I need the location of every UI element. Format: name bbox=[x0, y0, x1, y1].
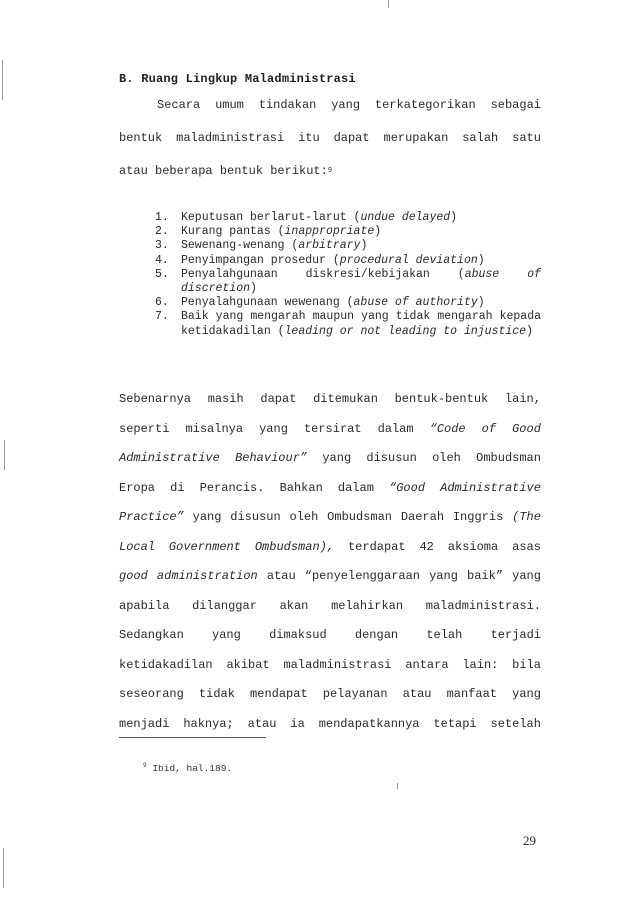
italic-word: “Good bbox=[389, 480, 426, 495]
paragraph-line bbox=[119, 717, 541, 747]
italic-term: leading or not leading to injustice bbox=[284, 324, 527, 338]
word: Sebenarnya bbox=[119, 392, 192, 406]
word: atau bbox=[266, 569, 296, 583]
italic-word: Behaviour” bbox=[235, 451, 308, 465]
word: yang bbox=[192, 510, 222, 524]
word: akan bbox=[279, 598, 309, 613]
list-item bbox=[155, 225, 541, 239]
word: telah bbox=[426, 628, 463, 642]
word: bila bbox=[512, 657, 541, 672]
word: Ombudsman bbox=[327, 510, 392, 524]
italic-term: abuse of discretion bbox=[181, 267, 541, 296]
text-run: ) bbox=[250, 282, 257, 296]
word: setelah bbox=[490, 716, 541, 731]
text-run: Baik yang mengarah maupun yang tidak mengarah kepada ketidakadilan ( bbox=[181, 310, 541, 338]
word: terkategorikan bbox=[374, 98, 476, 112]
body-paragraph bbox=[119, 392, 541, 746]
word: tidak bbox=[198, 687, 235, 701]
word: oleh bbox=[289, 510, 319, 524]
word: lain, bbox=[504, 392, 541, 406]
paragraph-line bbox=[119, 658, 541, 688]
word: dapat bbox=[260, 392, 297, 406]
list-item-text bbox=[181, 268, 541, 296]
list-item-number: 7. bbox=[155, 310, 169, 324]
word: merupakan bbox=[383, 131, 449, 145]
list-item bbox=[155, 296, 541, 310]
word: di bbox=[170, 480, 185, 495]
paragraph-line bbox=[119, 510, 541, 540]
word: yang bbox=[212, 628, 241, 642]
word: salah bbox=[462, 131, 499, 145]
text-run: Keputusan berlarut-larut ( bbox=[181, 211, 361, 224]
footnote bbox=[143, 762, 232, 774]
italic-word: Good bbox=[512, 421, 541, 436]
word: dilanggar bbox=[192, 598, 257, 613]
italic-term: inappropriate bbox=[284, 225, 375, 239]
footnote-text: Ibid, hal.189. bbox=[152, 763, 233, 774]
italic-word: (The bbox=[512, 510, 541, 524]
word: tersirat bbox=[303, 421, 362, 436]
section-heading: B. Ruang Lingkup Maladministrasi bbox=[119, 72, 356, 86]
word: manfaat bbox=[446, 687, 498, 701]
word: Daerah bbox=[400, 510, 445, 524]
intro-line-2 bbox=[119, 131, 541, 164]
italic-word: administration bbox=[156, 569, 258, 583]
word: Perancis. bbox=[199, 480, 265, 495]
text-run: ) bbox=[526, 324, 533, 338]
page-number: 29 bbox=[523, 833, 536, 848]
list-item bbox=[155, 268, 541, 296]
paragraph-line bbox=[119, 599, 541, 629]
italic-word: Local bbox=[119, 539, 156, 554]
italic-word: “Code bbox=[429, 421, 466, 436]
word: misalnya bbox=[185, 421, 244, 436]
intro-text: atau beberapa bentuk berikut: bbox=[119, 164, 328, 178]
italic-word: Practice” bbox=[119, 510, 184, 524]
word: masih bbox=[207, 392, 244, 406]
word: Inggris bbox=[452, 510, 504, 524]
word: atau bbox=[247, 716, 277, 731]
word: haknya; bbox=[183, 716, 234, 731]
word: akibat bbox=[226, 657, 270, 672]
italic-term: arbitrary bbox=[298, 239, 361, 253]
paragraph-line bbox=[119, 628, 541, 658]
word: maladministrasi bbox=[283, 657, 392, 672]
word: dengan bbox=[354, 628, 399, 642]
footnote-number: 9 bbox=[143, 762, 147, 769]
list-item-text bbox=[181, 225, 541, 239]
word: pelayanan bbox=[322, 687, 388, 701]
word: menjadi bbox=[119, 716, 170, 731]
italic-word: Administrative bbox=[119, 451, 220, 465]
word: satu bbox=[512, 131, 541, 145]
word: ketidakadilan bbox=[119, 657, 213, 672]
word: asas bbox=[512, 539, 541, 554]
paragraph-line bbox=[119, 451, 541, 481]
text-run: Sewenang-wenang ( bbox=[181, 239, 299, 253]
list-item-text bbox=[181, 254, 541, 268]
footnote-separator bbox=[119, 737, 266, 738]
scan-speck bbox=[2, 60, 3, 100]
scan-speck bbox=[388, 0, 389, 8]
italic-word: Administrative bbox=[440, 480, 541, 495]
word: yang bbox=[331, 98, 361, 112]
text-run: ) bbox=[360, 239, 368, 253]
word: mendapatkannya bbox=[318, 716, 420, 731]
text-run: ) bbox=[374, 225, 382, 239]
italic-term: undue delayed bbox=[360, 211, 451, 224]
list-item bbox=[155, 254, 541, 268]
text-run: Penyimpangan prosedur ( bbox=[181, 253, 340, 267]
word: ditemukan bbox=[313, 392, 378, 406]
maladministration-list bbox=[155, 211, 541, 339]
list-item-text bbox=[181, 239, 541, 253]
word: yang bbox=[512, 687, 541, 701]
word: yang bbox=[429, 569, 458, 583]
word: bentuk bbox=[119, 131, 163, 145]
paragraph-line bbox=[119, 392, 541, 422]
word: seseorang bbox=[119, 687, 184, 701]
word: itu bbox=[298, 131, 320, 145]
word: apabila bbox=[119, 598, 170, 613]
word: ia bbox=[290, 716, 305, 731]
word: aksioma bbox=[447, 539, 499, 554]
italic-term: abuse of authority bbox=[353, 296, 478, 310]
list-item bbox=[155, 211, 541, 225]
scan-speck bbox=[4, 440, 5, 470]
paragraph-line bbox=[119, 569, 541, 599]
list-item-number: 2. bbox=[155, 225, 169, 239]
list-item-number: 1. bbox=[155, 211, 169, 224]
word: Ombudsman bbox=[476, 451, 541, 465]
paragraph-line bbox=[119, 422, 541, 452]
list-item-text bbox=[181, 211, 541, 225]
word: Secara bbox=[157, 98, 201, 112]
word: 42 bbox=[419, 539, 434, 554]
list-item-number: 6. bbox=[155, 296, 169, 310]
intro-paragraph bbox=[119, 98, 541, 197]
word: terjadi bbox=[490, 628, 541, 642]
intro-line-1 bbox=[119, 98, 541, 131]
text-run: Kurang pantas ( bbox=[181, 225, 285, 239]
word: umum bbox=[215, 98, 244, 112]
italic-term: procedural deviation bbox=[339, 253, 478, 267]
list-item bbox=[155, 239, 541, 253]
word: dapat bbox=[333, 131, 370, 145]
word: yang bbox=[322, 451, 352, 465]
word: dalam bbox=[377, 421, 414, 436]
word: sebagai bbox=[490, 98, 541, 112]
footnote-reference: 9 bbox=[327, 167, 333, 175]
word: “penyelenggaraan bbox=[304, 569, 420, 583]
word: maladministrasi bbox=[176, 131, 285, 145]
word: baik” bbox=[467, 569, 504, 583]
word: oleh bbox=[432, 451, 461, 465]
word: Eropa bbox=[119, 480, 156, 495]
text-run: ) bbox=[450, 211, 458, 224]
paragraph-line bbox=[119, 687, 541, 717]
list-item-text bbox=[181, 296, 541, 310]
word: tetapi bbox=[433, 716, 477, 731]
list-item-number: 5. bbox=[155, 267, 169, 281]
word: lain: bbox=[462, 657, 499, 672]
word: dalam bbox=[337, 480, 374, 495]
word: atau bbox=[402, 687, 432, 701]
list-item bbox=[155, 310, 541, 338]
word: disusun bbox=[230, 510, 281, 524]
word: Bahkan bbox=[279, 480, 323, 495]
word: dimaksud bbox=[269, 628, 327, 642]
intro-line-3 bbox=[119, 164, 541, 197]
italic-word: Government bbox=[168, 539, 241, 554]
scan-speck bbox=[3, 848, 4, 888]
italic-word: good bbox=[119, 569, 148, 583]
word: antara bbox=[405, 657, 449, 672]
word: Sedangkan bbox=[119, 628, 184, 642]
word: terdapat bbox=[347, 539, 406, 554]
word: melahirkan bbox=[331, 598, 404, 613]
list-item-text bbox=[181, 310, 541, 338]
text-run: ) bbox=[477, 253, 485, 267]
italic-word: of bbox=[481, 421, 497, 436]
paragraph-line bbox=[119, 481, 541, 511]
word: maladministrasi. bbox=[425, 598, 541, 613]
word: disusun bbox=[366, 451, 417, 465]
word: seperti bbox=[119, 421, 170, 436]
paragraph-line bbox=[119, 540, 541, 570]
word: bentuk-bentuk bbox=[394, 392, 489, 406]
list-item-number: 4. bbox=[155, 253, 169, 267]
word: yang bbox=[512, 569, 541, 583]
list-item-number: 3. bbox=[155, 239, 169, 253]
word: mendapat bbox=[250, 687, 308, 701]
text-run: Penyalahgunaan diskresi/kebijakan ( bbox=[181, 267, 465, 281]
word: yang bbox=[259, 421, 288, 436]
italic-word: Ombudsman), bbox=[254, 539, 335, 554]
scan-speck bbox=[397, 783, 398, 789]
text-run: Penyalahgunaan wewenang ( bbox=[181, 296, 354, 310]
text-run: ) bbox=[477, 296, 485, 310]
word: tindakan bbox=[258, 98, 317, 112]
